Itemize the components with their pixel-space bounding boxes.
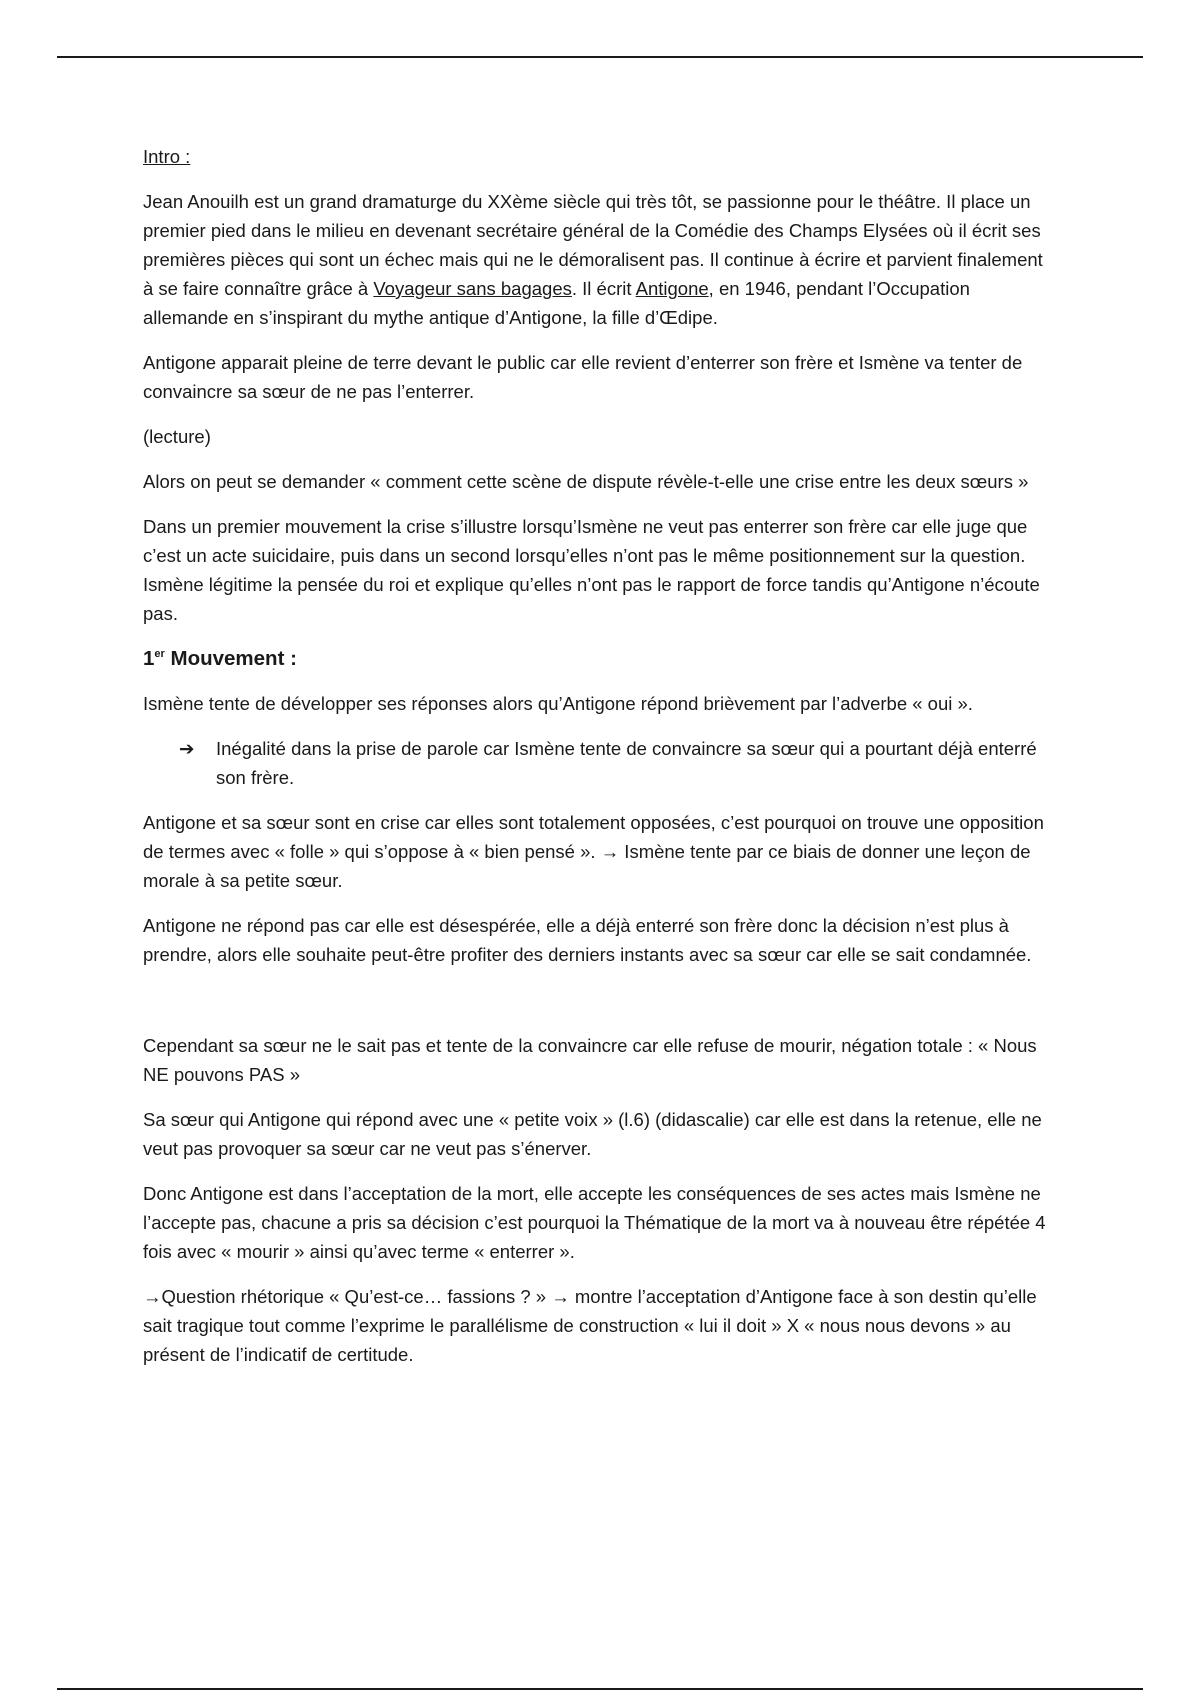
paragraph-analysis-5: Sa sœur qui Antigone qui répond avec une « petite voix » (l.6) (didascalie) car elle est dans la retenue, elle ne veut pas provoquer sa sœur car ne veut pas s’énerver. [143, 1109, 1042, 1159]
paragraph-analysis-3: Antigone ne répond pas car elle est désespérée, elle a déjà enterré son frère donc la décision n’est plus à prendre, alors elle souhaite peut-être profiter des derniers instants avec sa sœur car elle se sait condamnée. [143, 915, 1032, 965]
header-rule [57, 56, 1143, 58]
intro-paragraph: Jean Anouilh est un grand dramaturge du XXème siècle qui très tôt, se passionne pour le théâtre. Il place un premier pied dans le milieu en devenant secrétaire général de la Comédie des Champs Elysées où il écrit ses premières pièces qui sont un échec mais qui ne le démoralisent pas. Il continue à écrire et parvient finalement à se faire connaître grâce à Voyageur sans bagages. Il écrit Antigone, en 1946, pendant l’Occupation allemande en s’inspirant du mythe antique d’Antigone, la fille d’Œdipe. [143, 191, 1043, 328]
work-title-voyageur: Voyageur sans bagages [373, 278, 572, 299]
paragraph-problematique: Alors on peut se demander « comment cette scène de dispute révèle-t-elle une crise entre les deux sœurs » [143, 471, 1029, 492]
blank-space [143, 985, 1058, 1031]
paragraph-analysis-7: →Question rhétorique « Qu’est-ce… fassions ? » → montre l’acceptation d’Antigone face à son destin qu’elle sait tragique tout comme l’exprime le parallélisme de construction « lui il doit » X « nous nous devons » au présent de l’indicatif de certitude. [143, 1286, 1037, 1365]
footer-rule [57, 1688, 1143, 1690]
paragraph-analysis-2: Antigone et sa sœur sont en crise car elles sont totalement opposées, c’est pourquoi on trouve une opposition de termes avec « folle » qui s’oppose à « bien pensé ». → Ismène tente par ce biais de donner une leçon de morale à sa petite sœur. [143, 812, 1044, 891]
bullet-text: Inégalité dans la prise de parole car Ismène tente de convaincre sa sœur qui a pourtant déjà enterré son frère. [216, 738, 1037, 788]
paragraph-analysis-1: Ismène tente de développer ses réponses alors qu’Antigone répond brièvement par l’adverbe « oui ». [143, 693, 973, 714]
document-body [143, 142, 1058, 1385]
section-heading: 1er Mouvement : [143, 647, 297, 670]
paragraph-analysis-6: Donc Antigone est dans l’acceptation de la mort, elle accepte les conséquences de ses actes mais Ismène ne l’accepte pas, chacune a pris sa décision c’est pourquoi la Thématique de la mort va à nouveau être répétée 4 fois avec « mourir » ainsi qu’avec terme « enterrer ». [143, 1183, 1046, 1262]
bullet-item [143, 734, 1058, 792]
intro-label: Intro : [143, 146, 191, 167]
paragraph-context: Antigone apparait pleine de terre devant le public car elle revient d’enterrer son frère et Ismène va tenter de convaincre sa sœur de ne pas l’enterrer. [143, 352, 1023, 402]
paragraph-lecture: (lecture) [143, 426, 211, 447]
arrow-icon: ➔ [179, 738, 195, 759]
paragraph-plan: Dans un premier mouvement la crise s’illustre lorsqu’Ismène ne veut pas enterrer son frère car elle juge que c’est un acte suicidaire, puis dans un second lorsqu’elles n’ont pas le même positionnement sur la question. Ismène légitime la pensée du roi et explique qu’elles n’ont pas le rapport de force tandis qu’Antigone n’écoute pas. [143, 516, 1040, 624]
paragraph-analysis-4: Cependant sa sœur ne le sait pas et tente de la convaincre car elle refuse de mourir, négation totale : « Nous NE pouvons PAS » [143, 1035, 1037, 1085]
work-title-antigone: Antigone [635, 278, 709, 299]
